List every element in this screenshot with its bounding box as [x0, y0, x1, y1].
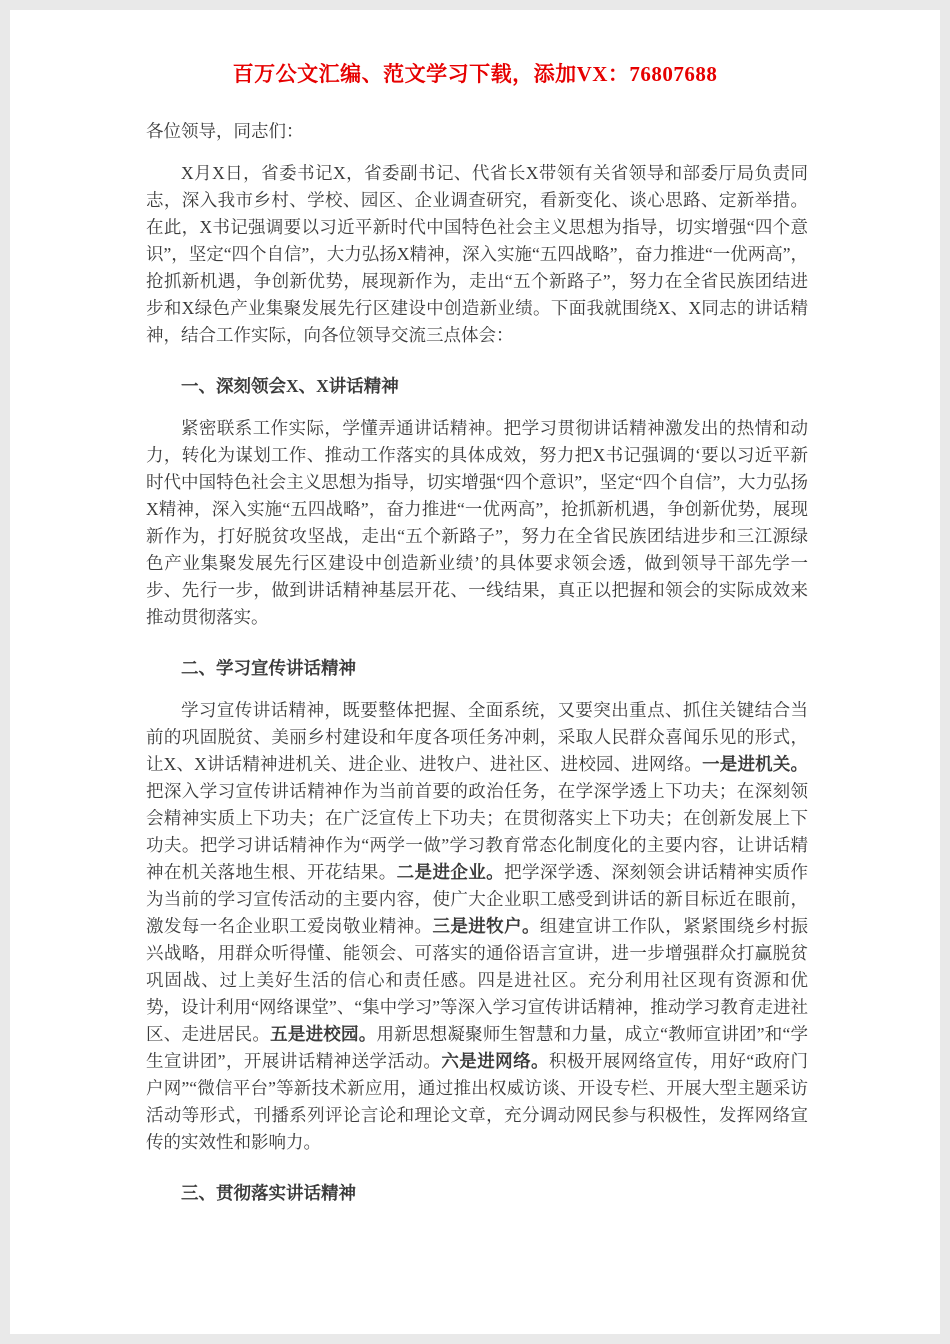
- body-paragraph: [146, 160, 808, 349]
- bold-text-segment: 三是进牧户。: [432, 916, 540, 936]
- text-segment: 各位领导，同志们：: [146, 121, 304, 141]
- bold-text-segment: 五是进校园。: [270, 1024, 377, 1044]
- text-segment: X月X日，省委书记X，省委副书记、代省长X带领有关省领导和部委厅局负责同志，深入我市乡村、学校、园区、企业调查研究，看新变化、谈心思路、定新举措。在此，X书记强调要以习近平新时代中国特色社会主义思想为指导，切实增强“四个意识”，坚定“四个自信”，大力弘扬X精神，深入实施“五四战略”，奋力推进“一优两高”，抢抓新机遇，争创新优势，展现新作为，走出“五个新路子”，努力在全省民族团结进步和X绿色产业集聚发展先行区建设中创造新业绩。下面我就围绕X、X同志的讲话精神，结合工作实际，向各位领导交流三点体会：: [146, 163, 809, 345]
- document-page: [10, 10, 940, 1334]
- body-paragraph: [146, 697, 808, 1156]
- bold-text-segment: 一、深刻领会X、X讲话精神: [181, 376, 399, 396]
- bold-text-segment: 二、学习宣传讲话精神: [181, 658, 356, 678]
- section-heading: [146, 655, 808, 682]
- text-segment: 把深入学习宣传讲话精神作为当前首要的政治任务，在学深学透上下功夫；在深刻领会精神实质上下功夫；在广泛宣传上下功夫；在贯彻落实上下功夫；在创新发展上下功夫。把学习讲话精神作为“两学一做”学习教育常态化制度化的主要内容，让讲话精神在机关落地生根、开花结果。: [146, 781, 808, 882]
- document-body: [10, 88, 940, 1207]
- bold-text-segment: 六是进网络。: [441, 1051, 549, 1071]
- text-segment: 学习宣传讲话精神，既要整体把握、全面系统，又要突出重点、抓住关键结合当前的巩固脱贫、美丽乡村建设和年度各项任务冲刺，采取人民群众喜闻乐见的形式，让X、X讲话精神进机关、进企业、进牧户、进社区、进校园、进网络。: [146, 700, 808, 774]
- section-heading: [146, 373, 808, 400]
- bold-text-segment: 三、贯彻落实讲话精神: [181, 1183, 356, 1203]
- body-paragraph: [146, 118, 808, 145]
- text-segment: 积极开展网络宣传，用好“政府门户网”“微信平台”等新技术新应用，通过推出权威访谈、开设专栏、开展大型主题采访活动等形式，刊播系列评论言论和理论文章，充分调动网民参与积极性，发挥网络宣传的实效性和影响力。: [146, 1051, 808, 1152]
- section-heading: [146, 1180, 808, 1207]
- bold-text-segment: 二是进企业。: [396, 862, 505, 882]
- body-paragraph: [146, 415, 808, 631]
- text-segment: 紧密联系工作实际，学懂弄通讲话精神。把学习贯彻讲话精神激发出的热情和动力，转化为谋划工作、推动工作落实的具体成效，努力把X书记强调的‘要以习近平新时代中国特色社会主义思想为指导，切实增强“四个意识”，坚定“四个自信”，大力弘扬X精神，深入实施“五四战略”，奋力推进“一优两高”，抢抓新机遇，争创新优势，展现新作为，打好脱贫攻坚战，走出“五个新路子”，努力在全省民族团结进步和三江源绿色产业集聚发展先行区建设中创造新业绩’的具体要求领会透，做到领导干部先学一步、先行一步，做到讲话精神基层开花、一线结果，真正以把握和领会的实际成效来推动贯彻落实。: [146, 418, 808, 627]
- promo-header-text: 百万公文汇编、范文学习下载，添加VX：76807688: [232, 62, 718, 86]
- bold-text-segment: 一是进机关。: [702, 754, 809, 774]
- text-segment: 把学深学透、深刻领会讲话精神实质作为当前的学习宣传活动的主要内容，使广大企业职工感受到讲话的新目标近在眼前，激发每一名企业职工爱岗敬业精神。: [146, 862, 809, 936]
- text-segment: 组建宣讲工作队，紧紧围绕乡村振兴战略，用群众听得懂、能领会、可落实的通俗语言宣讲，进一步增强群众打赢脱贫巩固战、过上美好生活的信心和责任感。四是进社区。充分利用社区现有资源和优势，设计利用“网络课堂”、“集中学习”等深入学习宣传讲话精神，推动学习教育走进社区、走进居民。: [146, 916, 809, 1044]
- text-segment: 用新思想凝聚师生智慧和力量，成立“教师宣讲团”和“学生宣讲团”，开展讲话精神送学活动。: [146, 1024, 809, 1071]
